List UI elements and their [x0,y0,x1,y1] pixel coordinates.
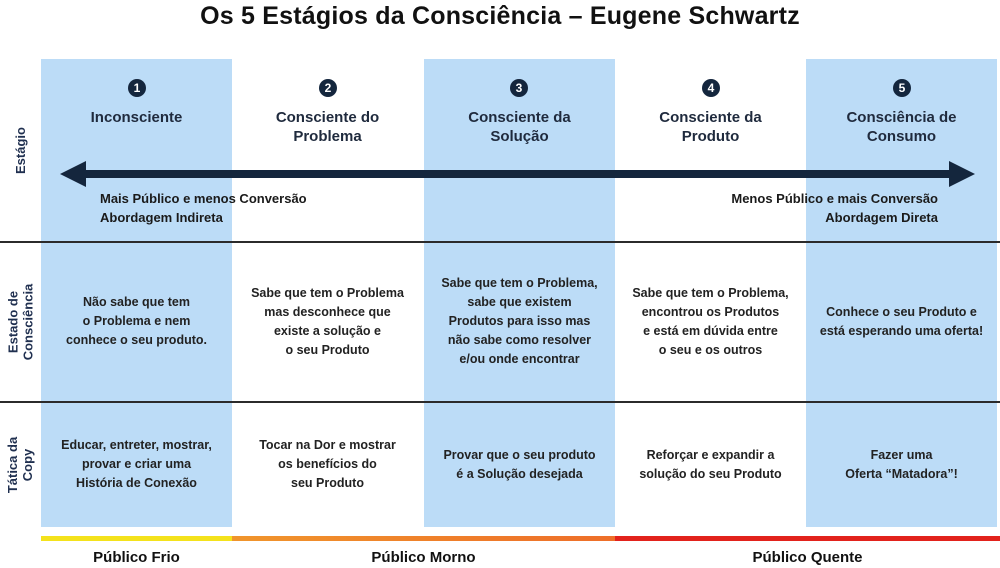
row-label-tactic [0,402,40,527]
copy-tactic-cell: Educar, entreter, mostrar, provar e criar uma História de Conexão [61,438,212,490]
awareness-state-cell: Sabe que tem o Problema, encontrou os Produtos e está em dúvida entre o seu e os outros [632,285,789,357]
stage-number-badge: 2 [319,79,337,97]
row-label-text: Tática da Copy [5,436,36,493]
awareness-state-cell: Conhece o seu Produto e está esperando uma oferta! [819,304,984,338]
awareness-state-cell: Sabe que tem o Problema, sabe que existem Produtos para isso mas não sabe como resolver e/ou onde encontrar [441,276,598,366]
audience-label-cold: Público Frio [93,549,180,566]
arrow-note-right: Menos Público e mais Conversão Abordagem Direta [731,191,938,225]
audience-bar-warm [232,536,615,541]
stage-name: Consciente do Problema [275,109,380,145]
diagram-title: Os 5 Estágios da Consciência – Eugene Schwartz [200,2,800,30]
awareness-state-cell: Sabe que tem o Problema mas desconhece que existe a solução e o seu Produto [251,285,404,357]
awareness-state-cell: Não sabe que tem o Problema e nem conhece o seu produto. [66,295,207,347]
audience-label-hot: Público Quente [752,549,863,566]
stage-number-badge: 5 [893,79,911,97]
row-label-text: Estado de Consciência [5,283,35,360]
audience-label-warm: Público Morno [371,549,476,566]
stage-name: Consciência de Consumo [846,109,957,145]
copy-tactic-cell: Reforçar e expandir a solução do seu Produto [639,447,782,481]
row-label-awareness [0,242,40,401]
copy-tactic-cell: Fazer uma Oferta “Matadora”! [845,447,958,481]
copy-tactic-cell: Tocar na Dor e mostrar os benefícios do seu Produto [259,438,396,490]
stage-name: Inconsciente [90,109,183,126]
stage-number-badge: 3 [510,79,528,97]
audience-bar-hot [615,536,1000,541]
arrow-note-left: Mais Público e menos Conversão Abordagem Indireta [100,191,307,225]
stage-number-badge: 4 [702,79,720,97]
stage-number-badge: 1 [128,79,146,97]
copy-tactic-cell: Provar que o seu produto é a Solução desejada [443,447,596,481]
double-arrow-icon [60,158,975,190]
audience-bar-cold [41,536,232,541]
stage-name: Consciente da Solução [468,109,571,145]
row-label-text: Estágio [12,126,28,174]
row-label-stage [0,59,40,241]
stage-name: Consciente da Produto [659,109,762,145]
